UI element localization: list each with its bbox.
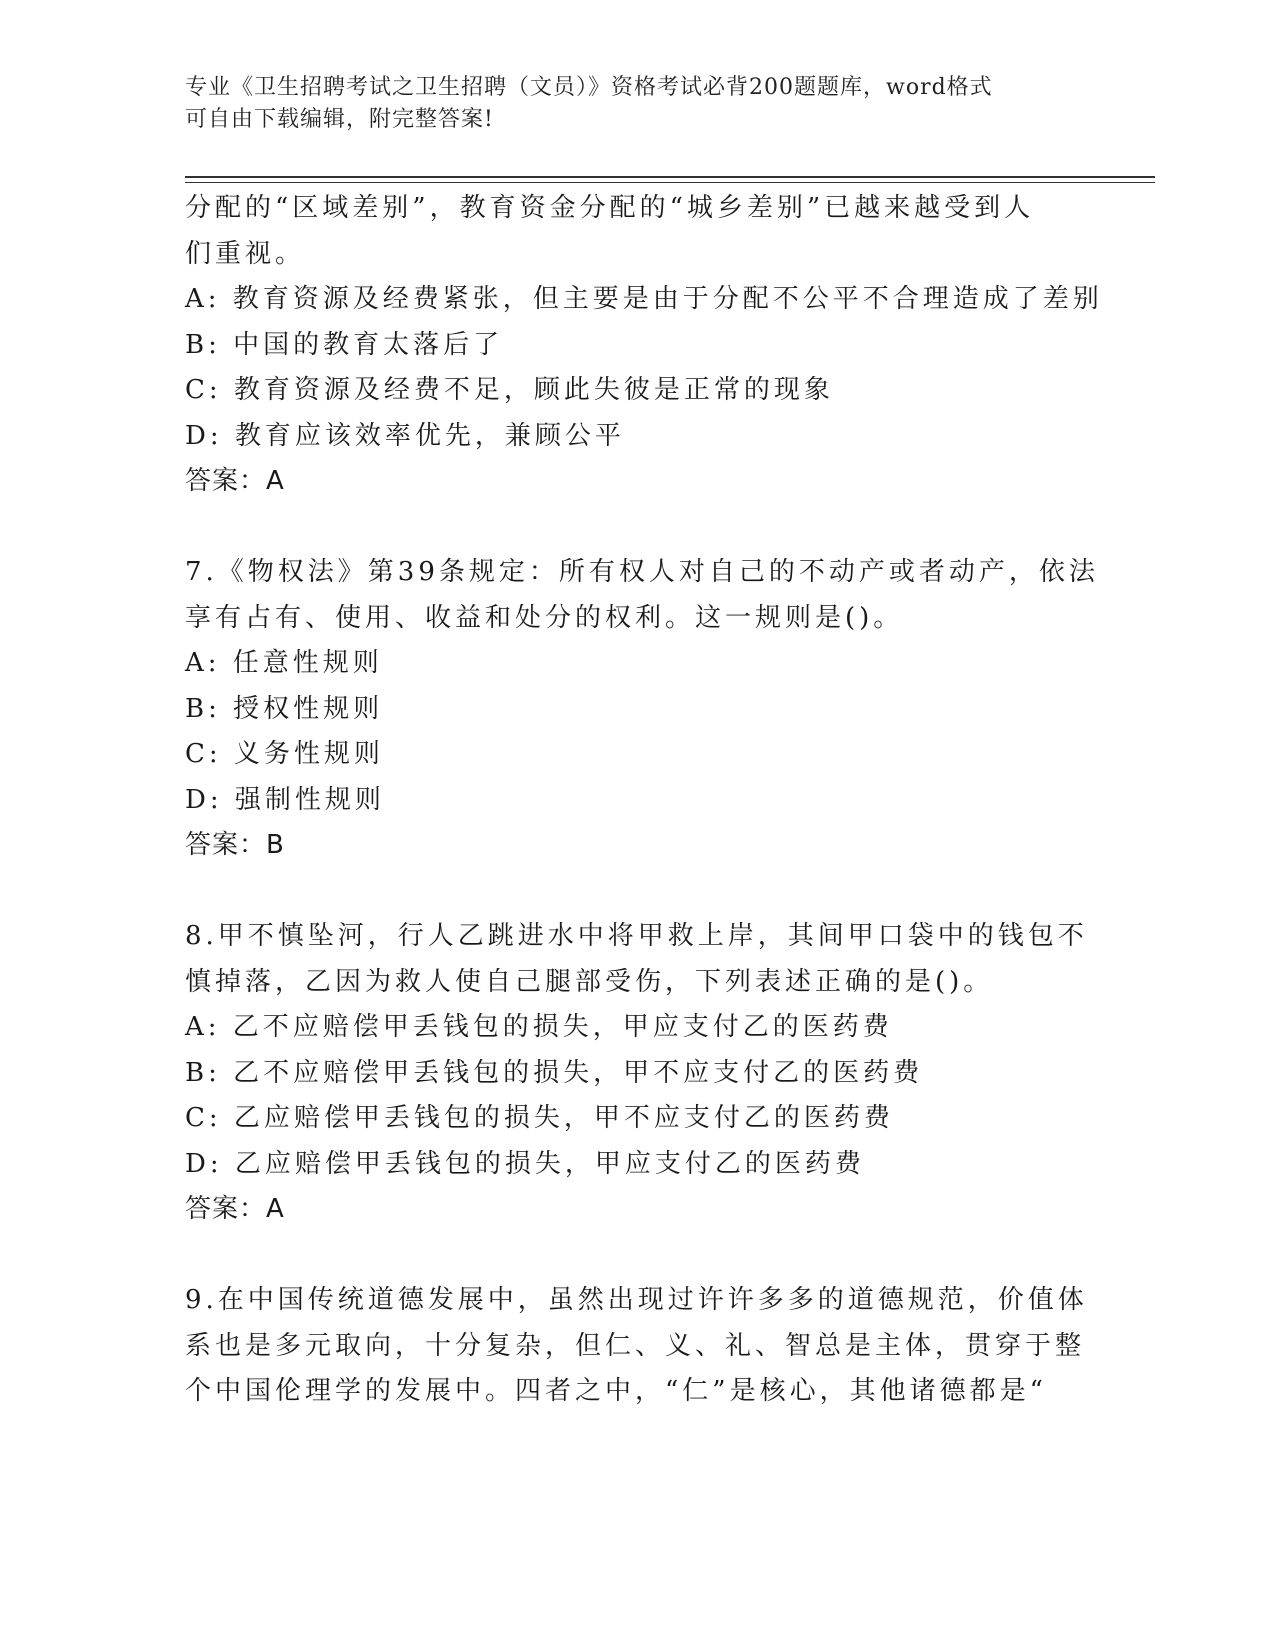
question-7-option-a: A: 任意性规则 — [185, 648, 383, 678]
question-8-option-b: B: 乙不应赔偿甲丢钱包的损失，甲不应支付乙的医药费 — [185, 1057, 924, 1088]
question-6-stem-line-1: 分配的“区域差别”，教育资金分配的“城乡差别”已越来越受到人 — [185, 193, 1035, 223]
question-6-block — [185, 186, 1103, 505]
question-8-option-a: A: 乙不应赔偿甲丢钱包的损失，甲应支付乙的医药费 — [185, 1012, 893, 1042]
question-7-block — [185, 550, 1099, 869]
header-line-1: 专业《卫生招聘考试之卫生招聘（文员）》资格考试必背200题题库，word格式 — [185, 75, 993, 100]
document-body — [185, 186, 1103, 1415]
question-8-stem-line-1: 8.甲不慎坠河，行人乙跳进水中将甲救上岸，其间甲口袋中的钱包不 — [185, 921, 1088, 951]
question-6-answer: 答案：A — [185, 466, 285, 496]
header-line-2: 可自由下载编辑，附完整答案! — [185, 107, 494, 132]
question-7-option-b: B: 授权性规则 — [185, 693, 384, 724]
question-9-stem-line-1: 9.在中国传统道德发展中，虽然出现过许许多多的道德规范，价值体 — [185, 1285, 1088, 1315]
question-6-option-b: B: 中国的教育太落后了 — [185, 329, 504, 360]
question-7-option-d: D: 强制性规则 — [185, 784, 385, 815]
question-9-block — [185, 1278, 1088, 1415]
question-7-option-c: C: 义务性规则 — [185, 739, 384, 769]
question-7-answer: 答案：B — [185, 830, 285, 860]
question-9-stem-line-3: 个中国伦理学的发展中。四者之中，“仁”是核心，其他诸德都是“ — [185, 1376, 1047, 1406]
question-8-stem-line-2: 慎掉落，乙因为救人使自己腿部受伤，下列表述正确的是()。 — [185, 966, 994, 997]
question-8-option-d: D: 乙应赔偿甲丢钱包的损失，甲应支付乙的医药费 — [185, 1148, 865, 1179]
header-rule-thin — [185, 182, 1155, 183]
question-9-stem-line-2: 系也是多元取向，十分复杂，但仁、义、礼、智总是主体，贯穿于整 — [185, 1330, 1086, 1361]
question-6-option-c: C: 教育资源及经费不足，顾此失彼是正常的现象 — [185, 375, 834, 405]
question-8-answer: 答案：A — [185, 1194, 285, 1224]
spacer — [185, 869, 1085, 915]
header-rule-thick — [185, 176, 1155, 178]
question-6-option-a: A: 教育资源及经费紧张，但主要是由于分配不公平不合理造成了差别 — [185, 284, 1103, 314]
question-7-stem-line-1: 7.《物权法》第39条规定：所有权人对自己的不动产或者动产，依法 — [185, 557, 1099, 587]
document-header — [185, 72, 1085, 136]
question-8-option-c: C: 乙应赔偿甲丢钱包的损失，甲不应支付乙的医药费 — [185, 1103, 894, 1133]
question-6-stem-line-2: 们重视。 — [185, 238, 306, 269]
question-6-option-d: D: 教育应该效率优先，兼顾公平 — [185, 420, 625, 451]
question-7-stem-line-2: 享有占有、使用、收益和处分的权利。这一规则是()。 — [185, 602, 904, 633]
spacer — [185, 1233, 1085, 1279]
question-8-block — [185, 914, 1088, 1233]
spacer — [185, 505, 1085, 551]
